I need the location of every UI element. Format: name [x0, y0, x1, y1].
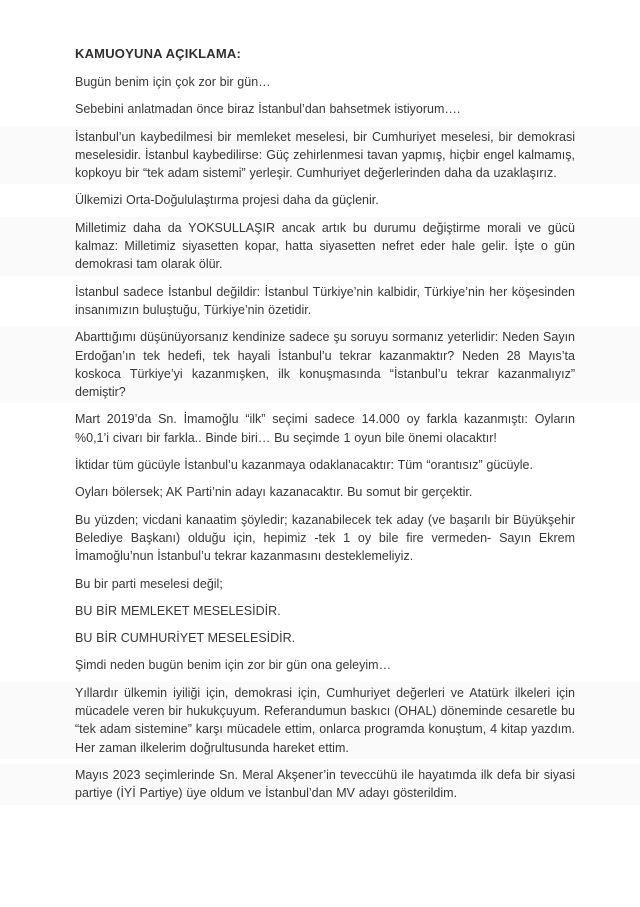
paragraph-13: BU BİR MEMLEKET MESELESİDİR. [75, 603, 281, 618]
paragraph-01: Bugün benim için çok zor bir gün… [75, 75, 271, 89]
paragraph-07: Abarttığımı düşünüyorsanız kendinize sadece şu soruyu sormanız yeterlidir: Neden Sayın Erdoğan’ın tek hedefi, tek hayali İstanbul’u tekrar kazanmaktır? Neden 28 Mayıs’ta koskoca Türkiye’yi kazanmışken, ilk konuşmasında “İstanbul’u tekrar kazanmalıyız” demiştir? [75, 330, 575, 400]
paragraph-14: BU BİR CUMHURİYET MESELESİDİR. [75, 631, 296, 646]
paragraph-09: İktidar tüm gücüyle İstanbul’u kazanmaya odaklanacaktır: Tüm “orantısız” gücüyle. [75, 458, 533, 473]
paragraph-05: Milletimiz daha da YOKSULLAŞIR ancak artık bu durumu değiştirme morali ve gücü kalmaz: Milletimiz siyasetten kopar, hatta siyasetten nefret eder hale gelir. İşte o gün demokrasi tam olarak ölür. [75, 220, 575, 272]
paragraph-16: Yıllardır ülkemin iyiliği için, demokrasi için, Cumhuriyet değerleri ve Atatürk ilkeleri için mücadele veren bir hukukçuyum. Referandumun baskıcı (OHAL) döneminde cesaretle bu “tek adam sistemine” karşı mücadele ettim, onlarca programda konuştum, 4 kitap yazdım. Her zaman ilkelerim doğrultusunda hareket ettim. [75, 685, 575, 755]
paragraph-17: Mayıs 2023 seçimlerinde Sn. Meral Akşener’in teveccühü ile hayatımda ilk defa bir siyasi partiye (İYİ Partiye) üye oldum ve İstanbul’dan MV adayı gösterildim. [75, 767, 575, 801]
paragraph-03: İstanbul’un kaybedilmesi bir memleket meselesi, bir Cumhuriyet meselesi, bir demokrasi meselesidir. İstanbul kaybedilirse: Güç zehirlenmesi tavan yapmış, hiçbir engel kalmamış, kopkoyu bir “tek adam sistemi” yerleşir. Cumhuriyet değerlerinden daha da uzaklaşırız. [75, 129, 575, 181]
document-heading: KAMUOYUNA AÇIKLAMA: [75, 46, 242, 61]
paragraph-04: Ülkemizi Orta-Doğululaştırma projesi daha da güçlenir. [75, 193, 379, 208]
paragraph-10: Oyları bölersek; AK Parti’nin adayı kazanacaktır. Bu somut bir gerçektir. [75, 485, 473, 500]
paragraph-02: Sebebini anlatmadan önce biraz İstanbul’dan bahsetmek istiyorum…. [75, 102, 461, 117]
paragraph-15: Şimdi neden bugün benim için zor bir gün ona geleyim… [75, 658, 392, 673]
paragraph-08: Mart 2019’da Sn. İmamoğlu “ilk” seçimi sadece 14.000 oy farkla kazanmıştı: Oyların %0,1’i civarı bir farkla.. Binde biri… Bu seçimde 1 oyun bile önemi olacaktır! [75, 412, 575, 445]
paragraph-12: Bu bir parti meselesi değil; [75, 576, 223, 591]
paragraph-06: İstanbul sadece İstanbul değildir: İstanbul Türkiye’nin kalbidir, Türkiye’nin her köşesinden insanımızın buluştuğu, Türkiye’nin özetidir. [75, 284, 575, 317]
paragraph-11: Bu yüzden; vicdani kanaatim şöyledir; kazanabilecek tek aday (ve başarılı bir Büyükşehir Belediye Başkanı) olduğu için, hepimiz -tek 1 oy bile fire vermeden- Sayın Ekrem İmamoğlu’nun İstanbul’u tekrar kazanmasını desteklemeliyiz. [75, 512, 575, 564]
